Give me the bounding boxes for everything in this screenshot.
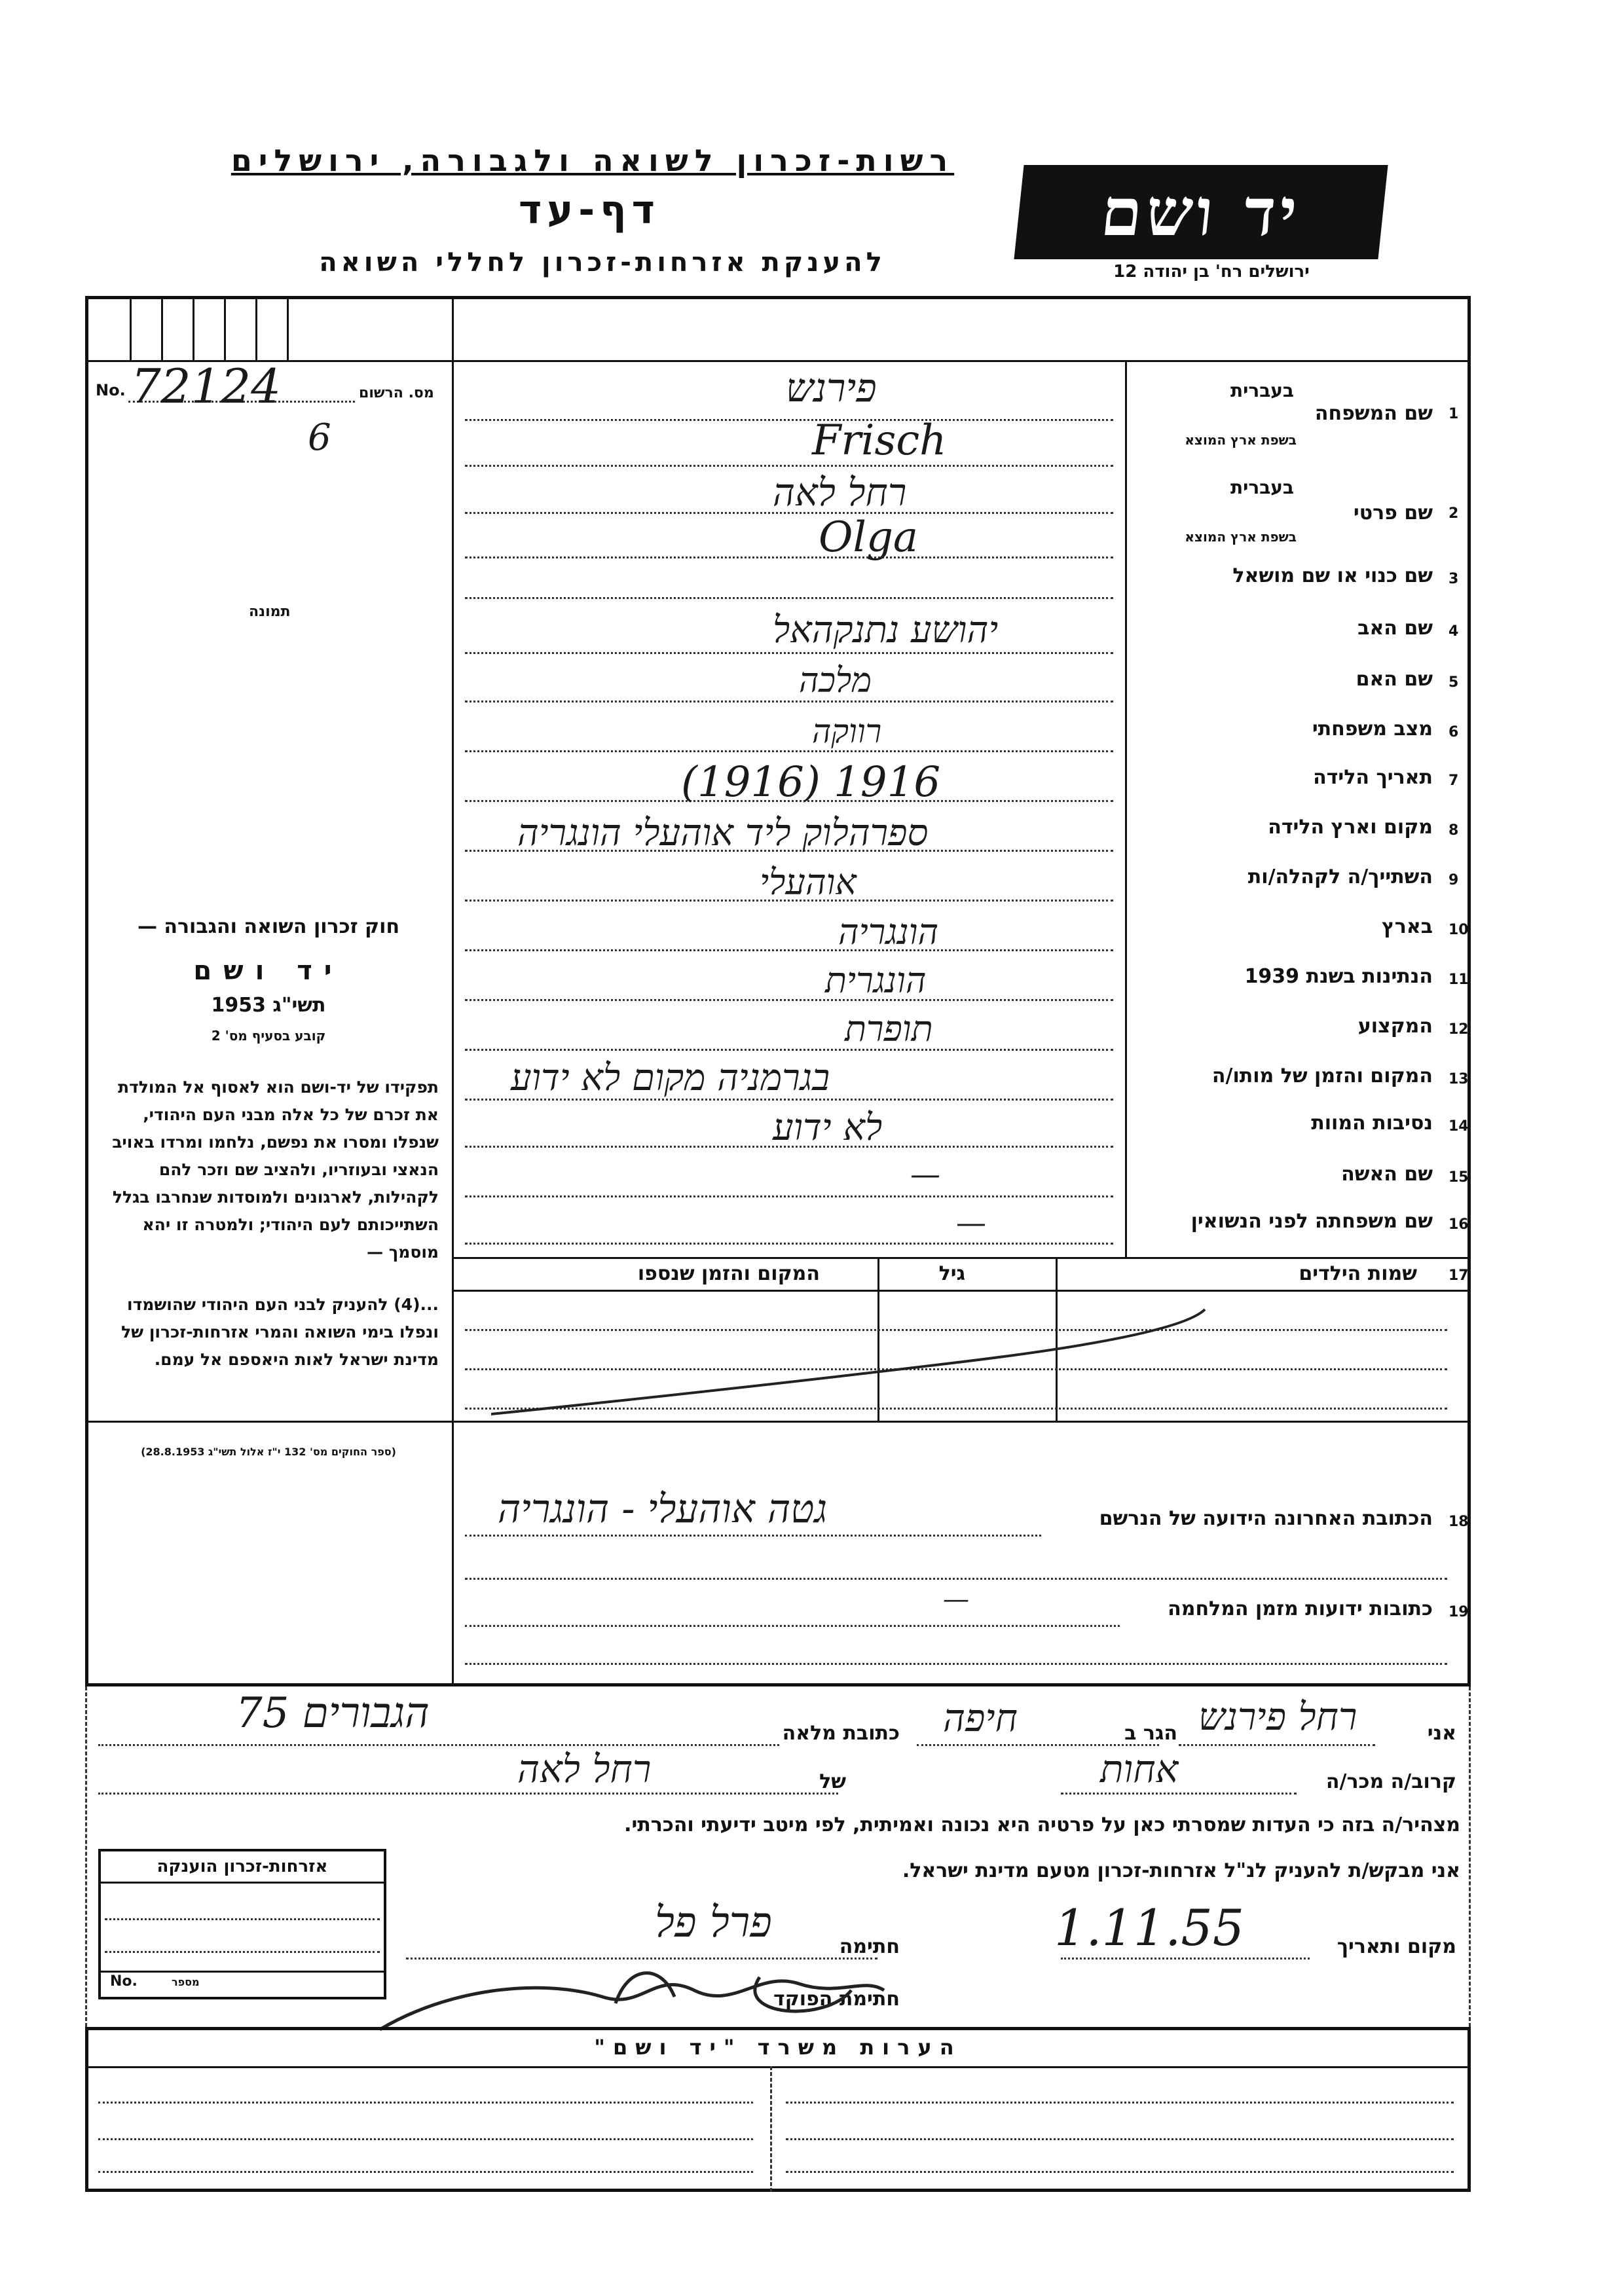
field-7-value: (1916) 1916 <box>681 758 941 807</box>
field-1-sub-origin: בשפת ארץ המוצא <box>1185 432 1297 448</box>
field-16-value: — <box>956 1205 986 1240</box>
field-18-label: הכתובת האחרונה הידועה של הנרשם <box>1099 1507 1433 1530</box>
field-4-label: שם האב <box>1357 617 1433 640</box>
field-1-label: שם המשפחה <box>1314 402 1433 425</box>
field-3-num: 3 <box>1449 571 1459 587</box>
field-19-value: — <box>943 1584 969 1614</box>
citizenship-no-label: No. <box>110 1973 138 1990</box>
field-16-label: שם משפחתה לפני הנשואין <box>1190 1210 1433 1233</box>
law-clause: קובע בסעיף מס' 2 <box>211 1028 326 1044</box>
field-9-value: אוהעלי <box>760 862 857 903</box>
field-6-num: 6 <box>1449 724 1459 740</box>
yad-vashem-logo <box>1014 165 1388 259</box>
declarant-name: רחל פירנש <box>1198 1694 1357 1739</box>
signature-value: פרל פל <box>655 1899 772 1947</box>
registration-sub-number: 6 <box>308 416 331 459</box>
children-header-place-time: המקום והזמן שנספו <box>637 1262 820 1285</box>
place-date-label: מקום ותאריך <box>1337 1935 1456 1958</box>
field-1-value-hebrew: פירנש <box>786 365 877 411</box>
field-15-num: 15 <box>1449 1169 1469 1186</box>
field-1-sub-hebrew: בעברית <box>1230 380 1294 401</box>
field-2-value-latin: Olga <box>819 513 919 562</box>
field-4-value: יהושע נתנקהאל <box>773 609 999 651</box>
form-subtitle: להענקת אזרחות-זכרון לחללי השואה <box>319 247 886 278</box>
field-12-num: 12 <box>1449 1021 1469 1038</box>
officer-signature-label: חתימת הפוקד <box>773 1988 900 2011</box>
authority-title: רשות-זכרון לשואה ולגבורה, ירושלים <box>231 143 955 178</box>
field-13-label: המקום והזמן של מותו/ה <box>1211 1065 1433 1087</box>
declarant-relation: אחות <box>1100 1747 1179 1791</box>
law-source: (ספר החוקים מס' 132 י"ז אלול תשי"ג 28.8.1953) <box>141 1446 396 1458</box>
field-16-num: 16 <box>1449 1216 1469 1233</box>
citizenship-no-label-he: מספר <box>172 1976 200 1988</box>
field-10-label: בארץ <box>1381 915 1433 938</box>
field-12-label: המקצוע <box>1357 1015 1433 1038</box>
field-5-value: מלכה <box>799 661 872 701</box>
place-date-value: 1.11.55 <box>1054 1899 1245 1957</box>
registration-number: 72124 <box>131 359 282 414</box>
law-name: יד ושם <box>193 956 344 986</box>
field-14-value: לא ידוע <box>773 1106 883 1149</box>
field-1-value-latin: Frisch <box>812 416 947 465</box>
field-9-num: 9 <box>1449 872 1459 888</box>
field-13-num: 13 <box>1449 1071 1469 1087</box>
declarant-relative-label: קרוב/ה מכר/ה <box>1325 1770 1456 1793</box>
children-table-num: 17 <box>1449 1267 1469 1284</box>
field-4-num: 4 <box>1449 623 1459 640</box>
declarant-ani-label: אני <box>1427 1722 1456 1745</box>
field-2-sub-origin: בשפת ארץ המוצא <box>1185 529 1297 545</box>
field-8-num: 8 <box>1449 822 1459 839</box>
children-header-names: שמות הילדים <box>1299 1262 1417 1285</box>
field-11-value: הונגרית <box>825 960 927 1001</box>
field-10-num: 10 <box>1449 922 1469 938</box>
field-12-value: תופרת <box>845 1008 933 1049</box>
children-strike-line <box>452 1290 1471 1421</box>
field-7-num: 7 <box>1449 773 1459 789</box>
field-8-value: ספרהלוק ליד אוהעלי הונגריה <box>517 812 929 854</box>
registration-no-label-he: מס. הרשום <box>359 385 434 401</box>
field-7-label: תאריך הלידה <box>1313 766 1433 789</box>
field-14-label: נסיבות המוות <box>1311 1112 1433 1135</box>
registration-no-label: No. <box>96 381 126 399</box>
field-2-sub-hebrew: בעברית <box>1230 477 1294 498</box>
field-3-label: שם כנוי או שם מושאל <box>1232 564 1433 587</box>
field-1-num: 1 <box>1449 406 1459 422</box>
citizenship-box-title: אזרחות-זכרון הוענקה <box>157 1857 328 1876</box>
field-19-num: 19 <box>1449 1604 1469 1620</box>
declarant-of-name: רחל לאה <box>517 1747 652 1791</box>
field-9-label: השתייך/ה לקהלה/ות <box>1247 866 1433 888</box>
declarant-address: הגבורים 75 <box>236 1689 430 1738</box>
law-year: תשי"ג 1953 <box>211 994 326 1017</box>
field-2-num: 2 <box>1449 505 1459 522</box>
law-paragraph-1: תפקידו של יד-ושם הוא לאסוף אל המולדת את זכרם של כל אלה מבני העם היהודי, שנפלו ומסרו את נפשם, נלחמו ומרדו באויב הנאצי ובעוזריו, ולהציב שם וזכר להם לקהילות, לארגונים ולמוסדות שנחרבו בגלל השתייכותם לעם היהודי; ולמטרה זו יהא מוסמך — <box>112 1078 439 1262</box>
field-11-label: הנתינות בשנת 1939 <box>1244 965 1433 988</box>
law-paragraph-2: ...(4) להעניק לבני העם היהודי שהושמדו ונפלו בימי השואה והמרי אזרחות-זכרון של מדינת ישראל לאות היאספם אל עמם. <box>121 1295 439 1369</box>
children-header-age: גיל <box>938 1262 965 1285</box>
declarant-resides-label: הגר ב <box>1124 1722 1177 1745</box>
field-2-label: שם פרטי <box>1353 501 1433 524</box>
law-heading: חוק זכרון השואה והגבורה — <box>137 915 400 938</box>
field-15-label: שם האשה <box>1341 1163 1433 1186</box>
field-6-value: רווקה <box>812 712 882 750</box>
field-11-num: 11 <box>1449 972 1469 988</box>
field-18-value: גטה אוהעלי - הונגריה <box>498 1486 828 1532</box>
signature-label: חתימה <box>839 1935 900 1958</box>
field-14-num: 14 <box>1449 1118 1469 1135</box>
declarant-address-label: כתובת מלאה <box>782 1722 900 1745</box>
field-8-label: מקום וארץ הלידה <box>1268 816 1433 839</box>
field-19-label: כתובות ידועות מזמן המלחמה <box>1168 1597 1433 1620</box>
request-text: אני מבקש/ת להעניק לנ"ל אזרחות-זכרון מטעם מדינת ישראל. <box>902 1859 1460 1882</box>
field-18-num: 18 <box>1449 1514 1469 1530</box>
declarant-city: חיפה <box>943 1696 1018 1740</box>
declarant-of-label: של <box>819 1770 846 1793</box>
field-15-value: — <box>910 1156 940 1192</box>
field-6-label: מצב משפחתי <box>1312 718 1433 740</box>
field-10-value: הונגריה <box>838 911 939 953</box>
logo-text: יד ושם <box>1097 173 1305 251</box>
field-5-num: 5 <box>1449 674 1459 691</box>
photo-label: תמונה <box>249 604 291 620</box>
office-notes-title: הערות משרד "יד ושם" <box>594 2035 962 2060</box>
declaration-text: מצהיר/ה בזה כי העדות שמסרתי כאן על פרטיה היא נכונה ואמיתית, לפי מיטב ידיעתי והכרתי. <box>624 1813 1460 1836</box>
field-5-label: שם האם <box>1356 668 1433 691</box>
logo-address: ירושלים רח' בן יהודה 12 <box>1113 262 1310 282</box>
form-title: דף-עד <box>519 187 660 233</box>
field-13-value: בגרמניה מקום לא ידוע <box>511 1057 830 1099</box>
field-2-value-hebrew: רחל לאה <box>773 470 907 515</box>
